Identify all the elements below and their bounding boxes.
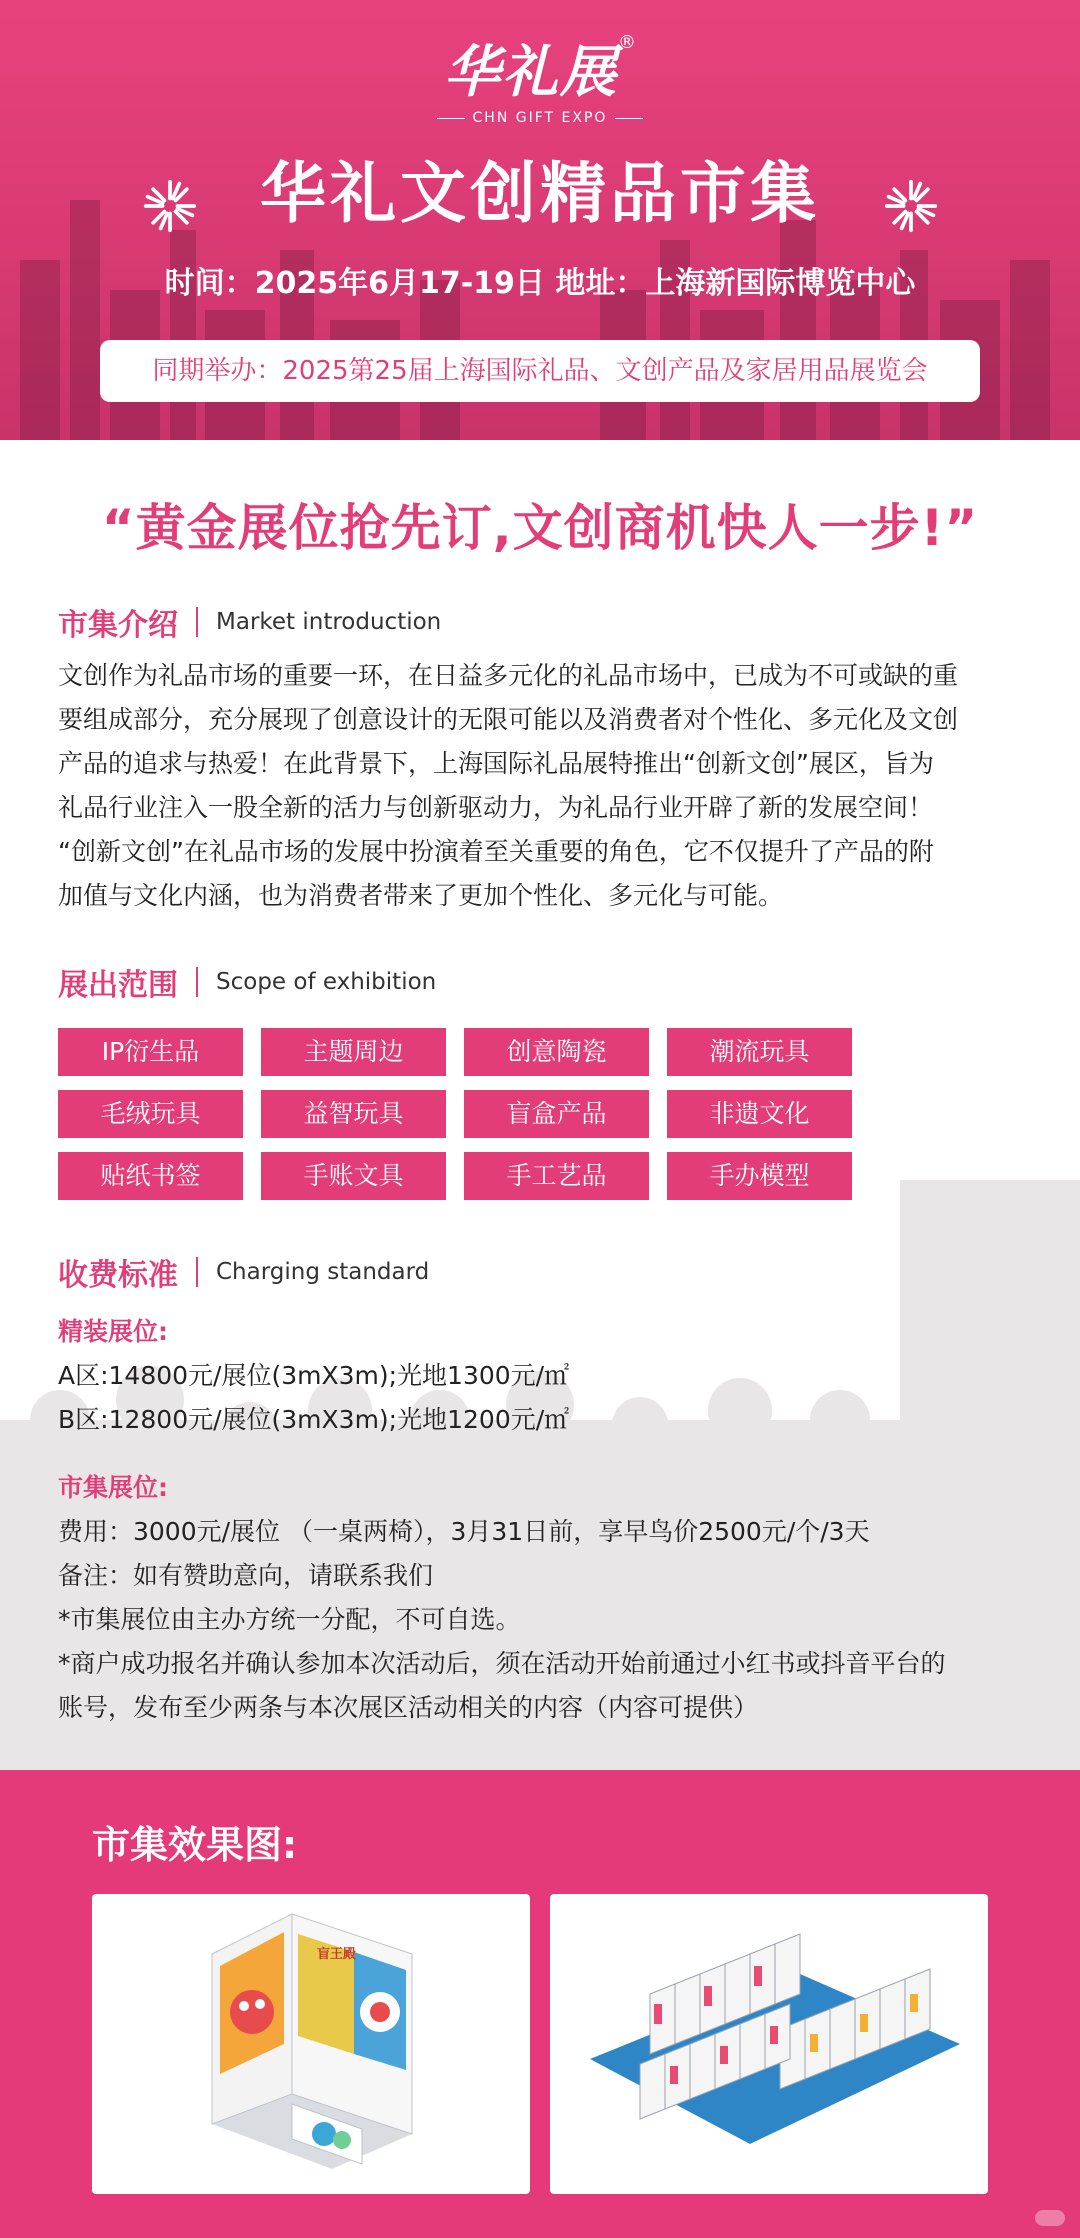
intro-line: 文创作为礼品市场的重要一环，在日益多元化的礼品市场中，已成为不可或缺的重 [58, 661, 959, 690]
single-booth-image [92, 1894, 530, 2194]
scope-tag: 盲盒产品 [464, 1090, 649, 1138]
deluxe-label: 精装展位: [58, 1317, 168, 1346]
scope-tag: 贴纸书签 [58, 1152, 243, 1200]
scope-tag: 主题周边 [261, 1028, 446, 1076]
price-line-a: A区:14800元/展位(3mX3m);光地1300元/㎡ [58, 1361, 570, 1390]
scope-tag: 非遗文化 [667, 1090, 852, 1138]
concurrent-event-banner: 同期举办：2025第25届上海国际礼品、文创产品及家居用品展览会 [100, 340, 980, 402]
divider [196, 607, 198, 637]
section-title-cn: 市集介绍 [58, 608, 178, 643]
section-title-cn: 展出范围 [58, 968, 178, 1003]
scope-tag-grid [58, 1028, 878, 1200]
section-title-en: Charging standard [216, 1259, 430, 1285]
section-header-intro [58, 602, 441, 642]
market-layout-image [550, 1894, 988, 2194]
single-booth-render-card [92, 1894, 530, 2194]
market-label: 市集展位: [58, 1473, 168, 1502]
intro-paragraph [58, 654, 1028, 918]
intro-line: 礼品行业注入一股全新的活力与创新驱动力，为礼品行业开辟了新的发展空间！ [58, 793, 934, 822]
scope-tag: 毛绒玩具 [58, 1090, 243, 1138]
page-title: 华礼文创精品市集 [260, 155, 820, 232]
divider [196, 1257, 198, 1287]
deluxe-booth-pricing [58, 1310, 1038, 1442]
logo-subtitle [0, 110, 1080, 126]
section-header-charging [58, 1252, 429, 1292]
divider [196, 967, 198, 997]
effect-title: 市集效果图: [92, 1823, 298, 1867]
market-line: *商户成功报名并确认参加本次活动后，须在活动开始前通过小红书或抖音平台的 [58, 1649, 946, 1678]
market-line: 账号，发布至少两条与本次展区活动相关的内容（内容可提供） [58, 1693, 759, 1722]
scope-tag: 手办模型 [667, 1152, 852, 1200]
section-title-cn: 收费标准 [58, 1258, 178, 1293]
header-banner [0, 0, 1080, 440]
market-layout-render-card [550, 1894, 988, 2194]
intro-line: 加值与文化内涵，也为消费者带来了更加个性化、多元化与可能。 [58, 881, 784, 910]
watermark-badge [1035, 2210, 1065, 2226]
effect-section [0, 1770, 1080, 2238]
section-header-scope [58, 962, 436, 1002]
market-booth-pricing [58, 1466, 1038, 1730]
price-line-b: B区:12800元/展位(3mX3m);光地1200元/㎡ [58, 1405, 570, 1434]
registered-mark: ® [618, 32, 636, 53]
scope-tag: 创意陶瓷 [464, 1028, 649, 1076]
intro-line: “创新文创”在礼品市场的发展中扮演着至关重要的角色，它不仅提升了产品的附 [58, 837, 934, 866]
scope-tag: IP衍生品 [58, 1028, 243, 1076]
logo-english: CHN GIFT EXPO [472, 110, 608, 126]
intro-line: 要组成部分，充分展现了创意设计的无限可能以及消费者对个性化、多元化及文创 [58, 705, 959, 734]
section-title-en: Market introduction [216, 609, 442, 635]
market-line: 备注：如有赞助意向，请联系我们 [58, 1561, 434, 1590]
logo-text: 华礼展 [444, 40, 618, 105]
scope-tag: 手工艺品 [464, 1152, 649, 1200]
booth-sign-text: 盲王殿 [317, 1947, 357, 1962]
section-title-en: Scope of exhibition [216, 969, 437, 995]
scope-tag: 手账文具 [261, 1152, 446, 1200]
brand-logo [0, 28, 1080, 126]
scope-tag: 潮流玩具 [667, 1028, 852, 1076]
scope-tag: 益智玩具 [261, 1090, 446, 1138]
slogan: “黄金展位抢先订,文创商机快人一步!” [101, 499, 979, 557]
market-line: 费用：3000元/展位 （一桌两椅），3月31日前，享早鸟价2500元/个/3天 [58, 1517, 870, 1546]
intro-line: 产品的追求与热爱！在此背景下，上海国际礼品展特推出“创新文创”展区，旨为 [58, 749, 934, 778]
time-address: 时间：2025年6月17-19日 地址：上海新国际博览中心 [164, 266, 916, 301]
market-line: *市集展位由主办方统一分配，不可自选。 [58, 1605, 521, 1634]
